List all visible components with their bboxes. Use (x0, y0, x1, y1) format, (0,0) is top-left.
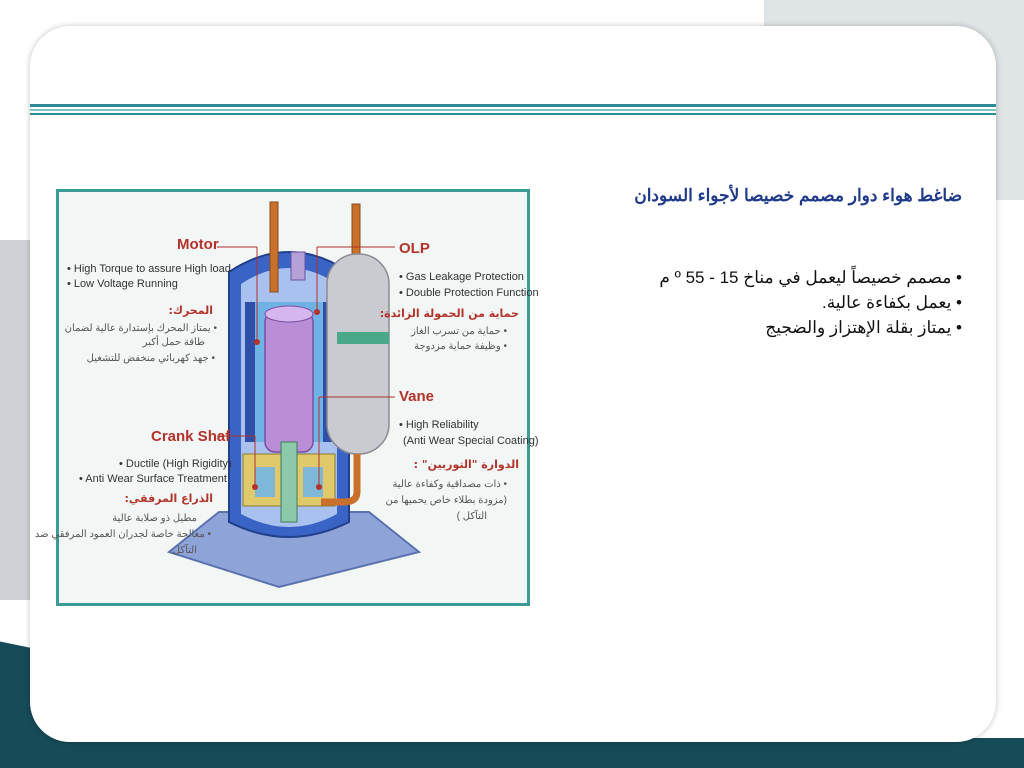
crank-ar-item: مطيل ذو صلابة عالية (112, 513, 197, 524)
slide-title: ضاغط هواء دوار مصمم خصيصا لأجواء السودان (634, 186, 962, 205)
motor-ar-item: طاقة حمل أكبر (142, 337, 205, 348)
bullet-item: • يعمل بكفاءة عالية. (821, 293, 962, 312)
bullet-list (522, 265, 962, 340)
bullet-item: • مصمم خصيصاً ليعمل في مناخ 15 - 55 º م (659, 268, 962, 287)
crank-title: Crank Shaf (151, 428, 231, 445)
header-rule (30, 109, 996, 111)
crank-ar-item: • معالجة خاصة لجدران العمود المرفقي ضد (34, 529, 211, 540)
motor-ar-item: • يمتاز المحرك بإستدارة عالية لضمان (64, 323, 217, 334)
bullet-item: • يمتاز بقلة الإهتزاز والضجيج (765, 318, 962, 337)
crank-item: • Anti Wear Surface Treatment (79, 473, 227, 485)
vane-title: Vane (399, 388, 435, 405)
vane-ar-item: التآكل ) (456, 511, 487, 522)
motor-ar-title: المحرك: (168, 304, 213, 317)
motor-item: • Low Voltage Running (67, 278, 178, 290)
compressor-figure (34, 189, 539, 606)
vane-ar-item: • ذات مصداقية وكفاءة عالية (392, 479, 507, 490)
motor-ar-item: • جهد كهربائي منخفض للتشغيل (86, 353, 215, 364)
olp-ar-item: • وظيفة حماية مزدوجة (414, 341, 507, 352)
motor-item: • High Torque to assure High load (67, 263, 231, 275)
crank-ar-title: الذراع المرفقي: (124, 492, 213, 505)
vane-ar-title: الدوارة "التوربين" : (413, 458, 519, 471)
olp-item: • Double Protection Function (399, 287, 539, 299)
vane-ar-item: (مزودة بطلاء خاص يحميها من (385, 495, 507, 506)
header-rule (30, 104, 996, 107)
olp-title: OLP (399, 240, 430, 257)
header-rule (30, 113, 996, 115)
background-bottom-strip (0, 738, 1024, 768)
olp-ar-title: حماية من الحمولة الزائدة: (379, 307, 519, 320)
vane-item: • High Reliability (399, 419, 479, 431)
olp-item: • Gas Leakage Protection (399, 271, 524, 283)
vane-item: (Anti Wear Special Coating) (403, 435, 539, 447)
motor-title: Motor (177, 236, 219, 253)
olp-ar-item: • حماية من تسرب الغاز (411, 326, 507, 337)
crank-item: • Ductile (High Rigidity) (119, 458, 232, 470)
crank-ar-item: التآكل (172, 545, 197, 556)
